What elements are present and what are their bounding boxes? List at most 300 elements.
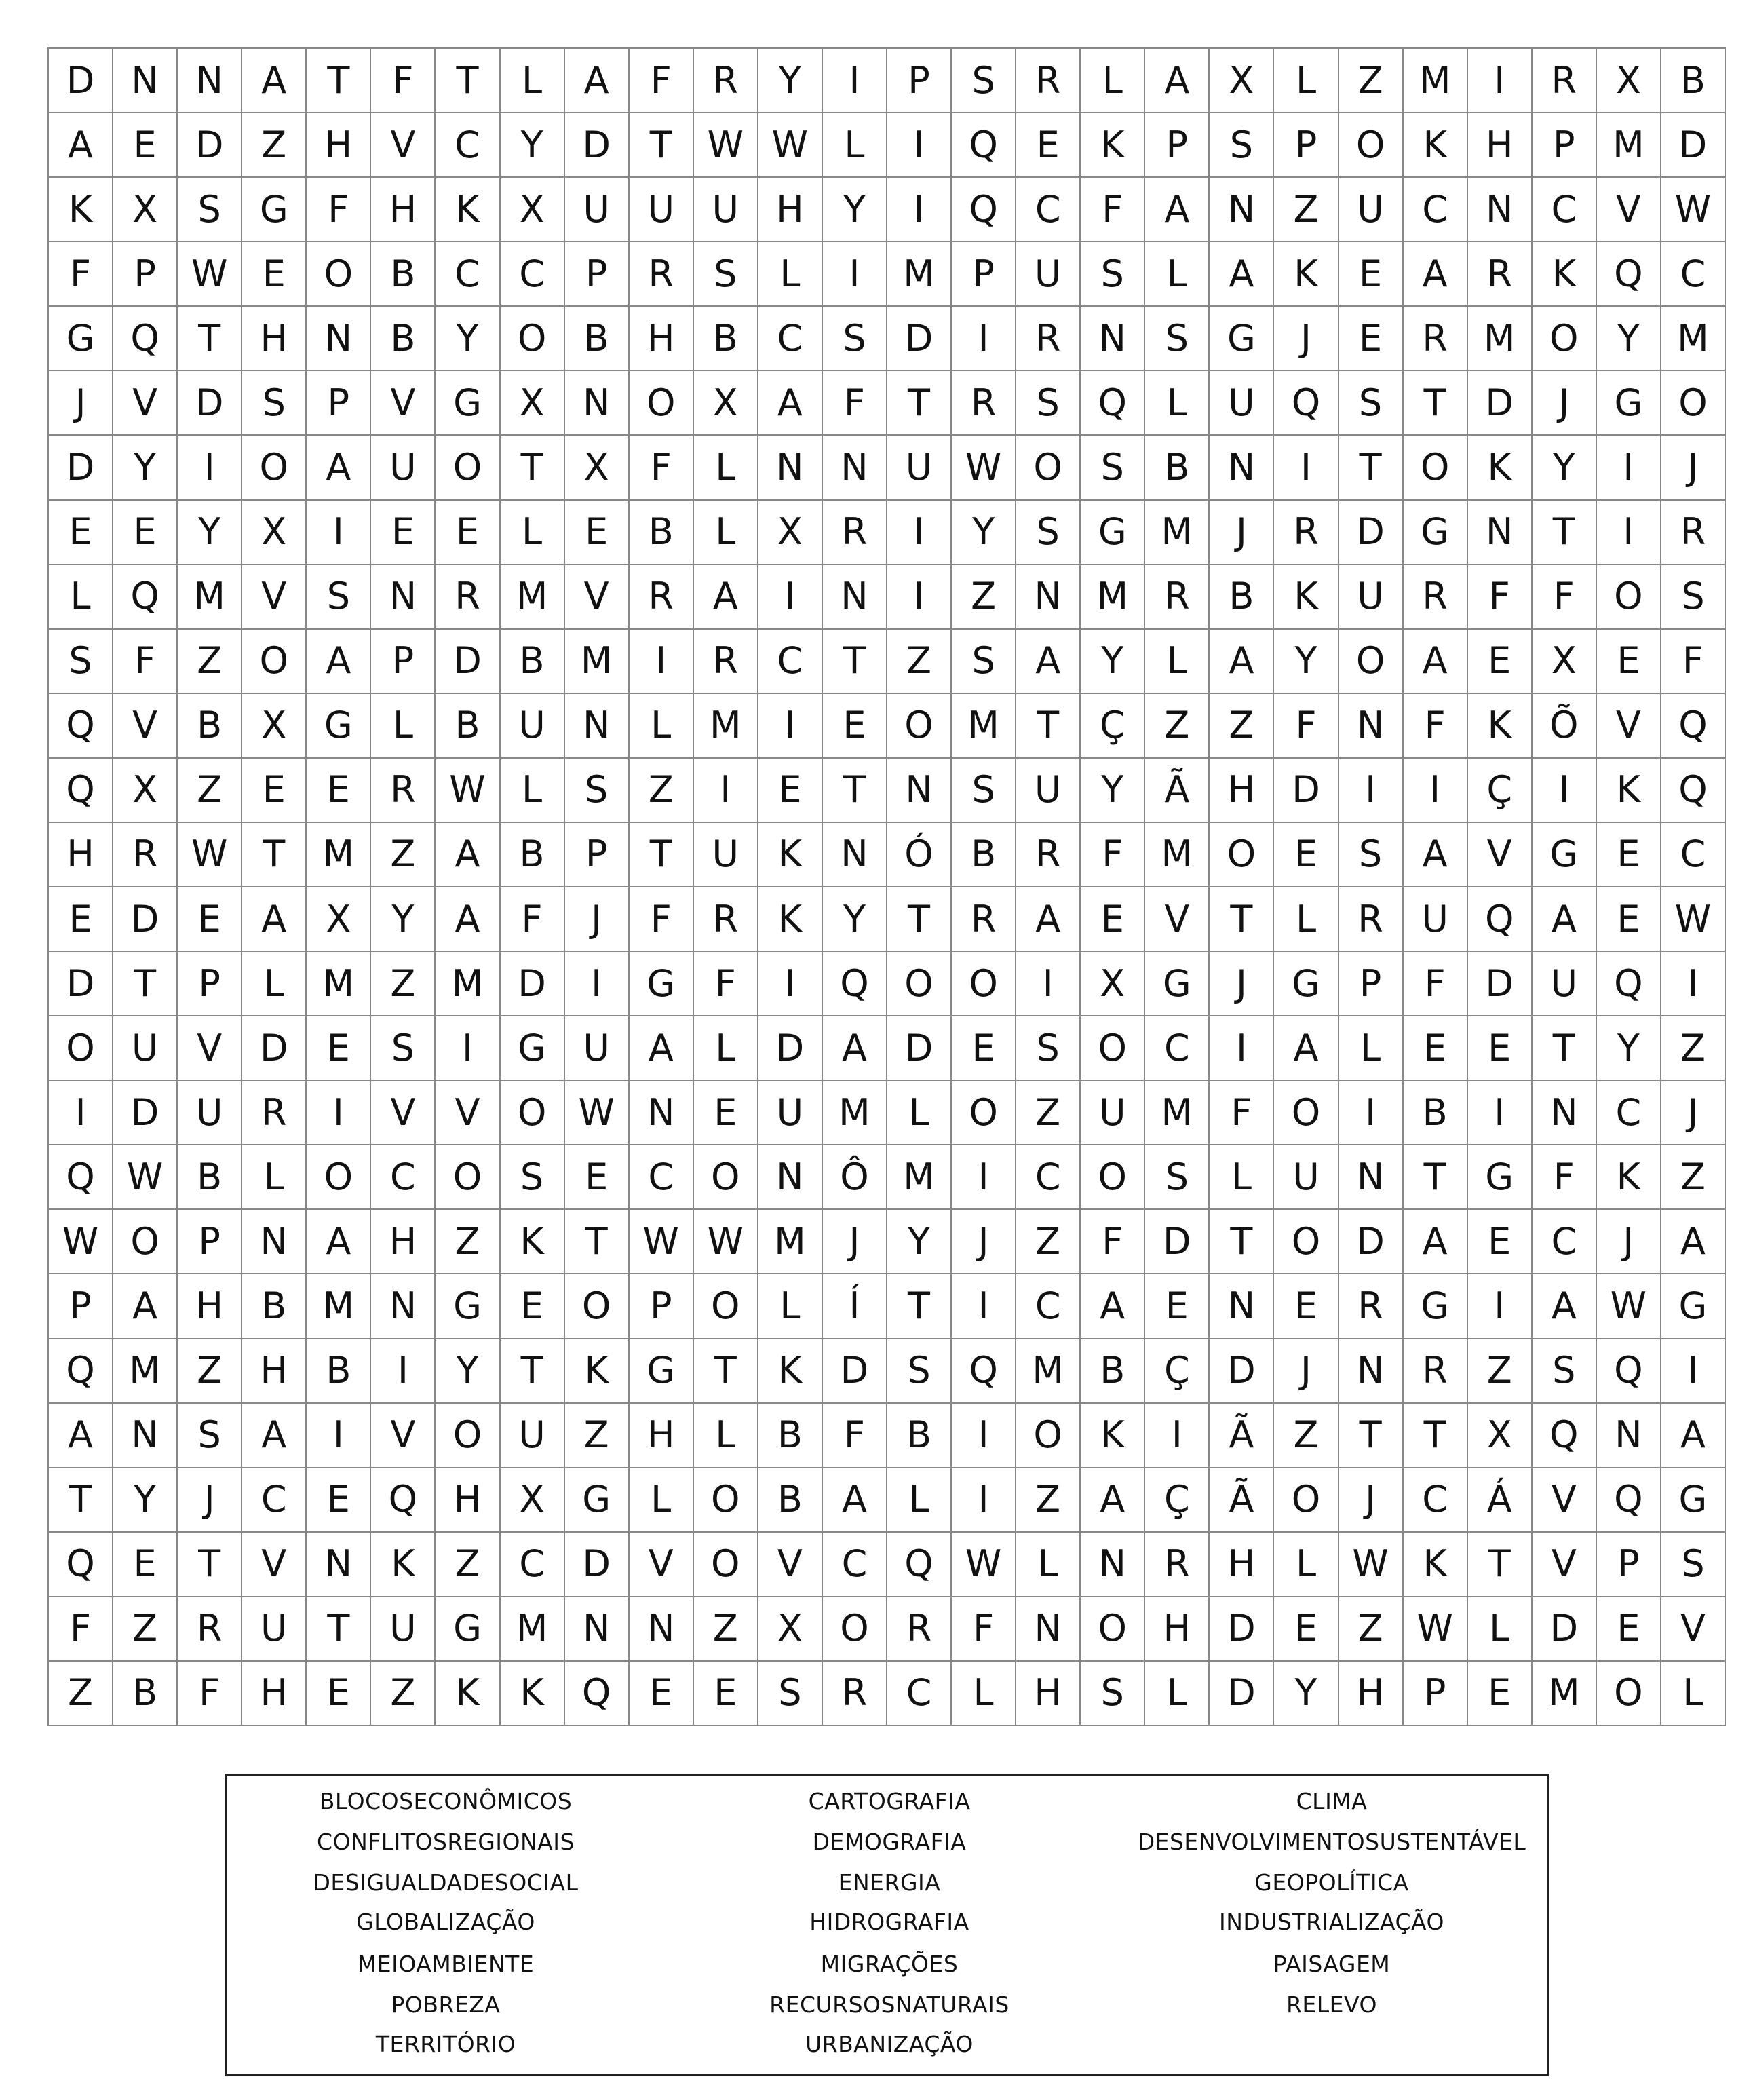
grid-cell[interactable]: V <box>1533 1468 1597 1533</box>
grid-cell[interactable]: K <box>1081 1404 1145 1468</box>
grid-cell[interactable]: M <box>501 1597 565 1662</box>
grid-cell[interactable]: N <box>1339 1145 1404 1210</box>
grid-cell[interactable]: M <box>887 1145 952 1210</box>
grid-cell[interactable]: V <box>242 1533 307 1597</box>
grid-cell[interactable]: F <box>1081 823 1145 887</box>
grid-cell[interactable]: I <box>952 1468 1016 1533</box>
grid-cell[interactable]: T <box>501 436 565 500</box>
grid-cell[interactable]: U <box>371 1597 436 1662</box>
grid-cell[interactable]: M <box>1404 49 1468 113</box>
grid-cell[interactable]: K <box>1468 694 1533 759</box>
grid-cell[interactable]: R <box>1145 1533 1210 1597</box>
grid-cell[interactable]: M <box>565 630 630 694</box>
grid-cell[interactable]: V <box>1597 178 1661 242</box>
grid-cell[interactable]: Y <box>887 1210 952 1274</box>
grid-cell[interactable]: B <box>242 1274 307 1339</box>
grid-cell[interactable]: S <box>1339 371 1404 436</box>
grid-cell[interactable]: U <box>1339 565 1404 630</box>
grid-cell[interactable]: D <box>1339 1210 1404 1274</box>
grid-cell[interactable]: P <box>1404 1662 1468 1726</box>
grid-cell[interactable]: U <box>887 436 952 500</box>
grid-cell[interactable]: U <box>1081 1081 1145 1145</box>
grid-cell[interactable]: E <box>307 1016 371 1081</box>
grid-cell[interactable]: E <box>49 501 113 565</box>
grid-cell[interactable]: I <box>1404 759 1468 823</box>
grid-cell[interactable]: N <box>1016 1597 1081 1662</box>
grid-cell[interactable]: D <box>49 952 113 1016</box>
grid-cell[interactable]: N <box>758 1145 823 1210</box>
grid-cell[interactable]: R <box>630 565 694 630</box>
grid-cell[interactable]: O <box>1339 630 1404 694</box>
grid-cell[interactable]: Ô <box>823 1145 887 1210</box>
grid-cell[interactable]: F <box>307 178 371 242</box>
grid-cell[interactable]: T <box>113 952 178 1016</box>
grid-cell[interactable]: M <box>1661 307 1726 371</box>
grid-cell[interactable]: I <box>1661 1339 1726 1404</box>
grid-cell[interactable]: T <box>887 887 952 952</box>
grid-cell[interactable]: Q <box>49 1533 113 1597</box>
grid-cell[interactable]: O <box>113 1210 178 1274</box>
grid-cell[interactable]: S <box>1145 307 1210 371</box>
grid-cell[interactable]: O <box>887 952 952 1016</box>
grid-cell[interactable]: X <box>1081 952 1145 1016</box>
grid-cell[interactable]: H <box>1339 1662 1404 1726</box>
grid-cell[interactable]: T <box>1339 1404 1404 1468</box>
grid-cell[interactable]: H <box>758 178 823 242</box>
grid-cell[interactable]: H <box>630 1404 694 1468</box>
grid-cell[interactable]: X <box>1468 1404 1533 1468</box>
grid-cell[interactable]: W <box>436 759 500 823</box>
grid-cell[interactable]: O <box>887 694 952 759</box>
grid-cell[interactable]: N <box>1210 436 1274 500</box>
grid-cell[interactable]: Z <box>1016 1210 1081 1274</box>
grid-cell[interactable]: S <box>178 178 242 242</box>
grid-cell[interactable]: E <box>1468 1210 1533 1274</box>
grid-cell[interactable]: L <box>694 1016 758 1081</box>
grid-cell[interactable]: B <box>1210 565 1274 630</box>
grid-cell[interactable]: N <box>565 1597 630 1662</box>
grid-cell[interactable]: C <box>758 307 823 371</box>
grid-cell[interactable]: S <box>952 630 1016 694</box>
grid-cell[interactable]: G <box>1404 501 1468 565</box>
grid-cell[interactable]: X <box>694 371 758 436</box>
grid-cell[interactable]: V <box>371 371 436 436</box>
grid-cell[interactable]: Á <box>1468 1468 1533 1533</box>
grid-cell[interactable]: U <box>113 1016 178 1081</box>
grid-cell[interactable]: B <box>371 242 436 307</box>
grid-cell[interactable]: H <box>178 1274 242 1339</box>
grid-cell[interactable]: T <box>1404 371 1468 436</box>
grid-cell[interactable]: K <box>1404 113 1468 178</box>
grid-cell[interactable]: R <box>1468 242 1533 307</box>
grid-cell[interactable]: Y <box>113 436 178 500</box>
grid-cell[interactable]: Z <box>113 1597 178 1662</box>
grid-cell[interactable]: P <box>178 952 242 1016</box>
grid-cell[interactable]: M <box>758 1210 823 1274</box>
grid-cell[interactable]: G <box>1661 1468 1726 1533</box>
grid-cell[interactable]: H <box>371 178 436 242</box>
grid-cell[interactable]: B <box>758 1468 823 1533</box>
grid-cell[interactable]: H <box>1210 759 1274 823</box>
grid-cell[interactable]: T <box>823 630 887 694</box>
grid-cell[interactable]: N <box>1468 178 1533 242</box>
grid-cell[interactable]: Q <box>1597 242 1661 307</box>
grid-cell[interactable]: Q <box>952 178 1016 242</box>
grid-cell[interactable]: A <box>307 1210 371 1274</box>
grid-cell[interactable]: F <box>113 630 178 694</box>
grid-cell[interactable]: D <box>758 1016 823 1081</box>
grid-cell[interactable]: K <box>436 1662 500 1726</box>
grid-cell[interactable]: A <box>1404 630 1468 694</box>
grid-cell[interactable]: S <box>49 630 113 694</box>
grid-cell[interactable]: B <box>1404 1081 1468 1145</box>
grid-cell[interactable]: E <box>565 501 630 565</box>
grid-cell[interactable]: J <box>1339 1468 1404 1533</box>
grid-cell[interactable]: N <box>307 1533 371 1597</box>
grid-cell[interactable]: F <box>1533 565 1597 630</box>
grid-cell[interactable]: G <box>49 307 113 371</box>
grid-cell[interactable]: C <box>1016 1274 1081 1339</box>
grid-cell[interactable]: C <box>1661 823 1726 887</box>
grid-cell[interactable]: U <box>371 436 436 500</box>
grid-cell[interactable]: H <box>242 307 307 371</box>
grid-cell[interactable]: X <box>565 436 630 500</box>
grid-cell[interactable]: M <box>1468 307 1533 371</box>
grid-cell[interactable]: H <box>436 1468 500 1533</box>
grid-cell[interactable]: L <box>694 436 758 500</box>
grid-cell[interactable]: K <box>1081 113 1145 178</box>
grid-cell[interactable]: M <box>952 694 1016 759</box>
grid-cell[interactable]: L <box>1468 1597 1533 1662</box>
grid-cell[interactable]: G <box>1081 501 1145 565</box>
grid-cell[interactable]: S <box>1081 1662 1145 1726</box>
grid-cell[interactable]: B <box>887 1404 952 1468</box>
grid-cell[interactable]: E <box>758 759 823 823</box>
grid-cell[interactable]: H <box>1145 1597 1210 1662</box>
grid-cell[interactable]: R <box>1404 1339 1468 1404</box>
grid-cell[interactable]: V <box>371 1404 436 1468</box>
grid-cell[interactable]: R <box>1404 307 1468 371</box>
grid-cell[interactable]: K <box>1533 242 1597 307</box>
grid-cell[interactable]: R <box>823 1662 887 1726</box>
grid-cell[interactable]: Ç <box>1468 759 1533 823</box>
grid-cell[interactable]: I <box>823 49 887 113</box>
grid-cell[interactable]: P <box>1145 113 1210 178</box>
grid-cell[interactable]: D <box>1274 759 1338 823</box>
grid-cell[interactable]: S <box>1016 501 1081 565</box>
grid-cell[interactable]: A <box>630 1016 694 1081</box>
grid-cell[interactable]: I <box>758 952 823 1016</box>
grid-cell[interactable]: Ã <box>1210 1404 1274 1468</box>
grid-cell[interactable]: L <box>1339 1016 1404 1081</box>
grid-cell[interactable]: Z <box>49 1662 113 1726</box>
grid-cell[interactable]: S <box>1081 242 1145 307</box>
grid-cell[interactable]: W <box>178 823 242 887</box>
grid-cell[interactable]: F <box>823 371 887 436</box>
grid-cell[interactable]: P <box>952 242 1016 307</box>
grid-cell[interactable]: P <box>1597 1533 1661 1597</box>
grid-cell[interactable]: A <box>694 565 758 630</box>
grid-cell[interactable]: P <box>178 1210 242 1274</box>
grid-cell[interactable]: A <box>1016 630 1081 694</box>
grid-cell[interactable]: Y <box>501 113 565 178</box>
grid-cell[interactable]: A <box>242 1404 307 1468</box>
grid-cell[interactable]: U <box>630 178 694 242</box>
grid-cell[interactable]: E <box>1597 630 1661 694</box>
grid-cell[interactable]: Y <box>371 887 436 952</box>
grid-cell[interactable]: U <box>1016 242 1081 307</box>
grid-cell[interactable]: B <box>501 823 565 887</box>
grid-cell[interactable]: Q <box>49 759 113 823</box>
grid-cell[interactable]: S <box>307 565 371 630</box>
grid-cell[interactable]: G <box>1661 1274 1726 1339</box>
grid-cell[interactable]: Q <box>565 1662 630 1726</box>
grid-cell[interactable]: I <box>952 1274 1016 1339</box>
grid-cell[interactable]: F <box>49 242 113 307</box>
grid-cell[interactable]: M <box>1145 823 1210 887</box>
grid-cell[interactable]: A <box>1404 242 1468 307</box>
grid-cell[interactable]: Z <box>887 630 952 694</box>
grid-cell[interactable]: X <box>1533 630 1597 694</box>
grid-cell[interactable]: A <box>1661 1210 1726 1274</box>
grid-cell[interactable]: T <box>242 823 307 887</box>
grid-cell[interactable]: R <box>694 887 758 952</box>
grid-cell[interactable]: I <box>758 565 823 630</box>
grid-cell[interactable]: Q <box>1597 1339 1661 1404</box>
grid-cell[interactable]: Z <box>178 630 242 694</box>
grid-cell[interactable]: T <box>1016 694 1081 759</box>
grid-cell[interactable]: S <box>1533 1339 1597 1404</box>
grid-cell[interactable]: R <box>1404 565 1468 630</box>
grid-cell[interactable]: H <box>49 823 113 887</box>
grid-cell[interactable]: N <box>630 1597 694 1662</box>
grid-cell[interactable]: N <box>1597 1404 1661 1468</box>
grid-cell[interactable]: S <box>1661 1533 1726 1597</box>
grid-cell[interactable]: I <box>307 501 371 565</box>
grid-cell[interactable]: U <box>565 1016 630 1081</box>
grid-cell[interactable]: V <box>113 371 178 436</box>
grid-cell[interactable]: L <box>630 694 694 759</box>
grid-cell[interactable]: K <box>49 178 113 242</box>
grid-cell[interactable]: E <box>1597 1597 1661 1662</box>
grid-cell[interactable]: S <box>1210 113 1274 178</box>
grid-cell[interactable]: T <box>565 1210 630 1274</box>
grid-cell[interactable]: L <box>694 501 758 565</box>
grid-cell[interactable]: F <box>694 952 758 1016</box>
grid-cell[interactable]: N <box>113 1404 178 1468</box>
grid-cell[interactable]: Z <box>436 1533 500 1597</box>
grid-cell[interactable]: L <box>694 1404 758 1468</box>
grid-cell[interactable]: Z <box>178 1339 242 1404</box>
grid-cell[interactable]: G <box>1597 371 1661 436</box>
grid-cell[interactable]: C <box>436 113 500 178</box>
grid-cell[interactable]: Z <box>1274 178 1338 242</box>
grid-cell[interactable]: O <box>1081 1145 1145 1210</box>
grid-cell[interactable]: P <box>113 242 178 307</box>
grid-cell[interactable]: A <box>758 371 823 436</box>
grid-cell[interactable]: R <box>694 49 758 113</box>
grid-cell[interactable]: Ã <box>1145 759 1210 823</box>
grid-cell[interactable]: J <box>1533 371 1597 436</box>
grid-cell[interactable]: N <box>1339 1339 1404 1404</box>
grid-cell[interactable]: B <box>501 630 565 694</box>
grid-cell[interactable]: T <box>630 113 694 178</box>
grid-cell[interactable]: E <box>307 1662 371 1726</box>
grid-cell[interactable]: T <box>887 371 952 436</box>
grid-cell[interactable]: F <box>371 49 436 113</box>
grid-cell[interactable]: L <box>371 694 436 759</box>
grid-cell[interactable]: Y <box>436 1339 500 1404</box>
grid-cell[interactable]: W <box>694 1210 758 1274</box>
grid-cell[interactable]: G <box>1210 307 1274 371</box>
grid-cell[interactable]: N <box>307 307 371 371</box>
grid-cell[interactable]: R <box>1016 823 1081 887</box>
grid-cell[interactable]: X <box>758 501 823 565</box>
grid-cell[interactable]: B <box>307 1339 371 1404</box>
grid-cell[interactable]: D <box>887 1016 952 1081</box>
grid-cell[interactable]: Z <box>242 113 307 178</box>
grid-cell[interactable]: T <box>630 823 694 887</box>
grid-cell[interactable]: A <box>49 113 113 178</box>
grid-cell[interactable]: T <box>501 1339 565 1404</box>
grid-cell[interactable]: O <box>1274 1081 1338 1145</box>
grid-cell[interactable]: O <box>242 630 307 694</box>
grid-cell[interactable]: C <box>1404 1468 1468 1533</box>
grid-cell[interactable]: V <box>371 113 436 178</box>
grid-cell[interactable]: E <box>178 887 242 952</box>
grid-cell[interactable]: L <box>887 1468 952 1533</box>
grid-cell[interactable]: I <box>1274 436 1338 500</box>
grid-cell[interactable]: U <box>694 823 758 887</box>
grid-cell[interactable]: T <box>1533 501 1597 565</box>
grid-cell[interactable]: O <box>1404 436 1468 500</box>
grid-cell[interactable]: Ó <box>887 823 952 887</box>
grid-cell[interactable]: U <box>758 1081 823 1145</box>
grid-cell[interactable]: K <box>501 1210 565 1274</box>
grid-cell[interactable]: H <box>242 1662 307 1726</box>
grid-cell[interactable]: U <box>1274 1145 1338 1210</box>
grid-cell[interactable]: K <box>758 887 823 952</box>
grid-cell[interactable]: E <box>1468 1662 1533 1726</box>
grid-cell[interactable]: F <box>630 49 694 113</box>
grid-cell[interactable]: V <box>371 1081 436 1145</box>
grid-cell[interactable]: W <box>113 1145 178 1210</box>
grid-cell[interactable]: E <box>1597 887 1661 952</box>
grid-cell[interactable]: W <box>565 1081 630 1145</box>
grid-cell[interactable]: O <box>307 242 371 307</box>
grid-cell[interactable]: B <box>371 307 436 371</box>
grid-cell[interactable]: D <box>1210 1597 1274 1662</box>
grid-cell[interactable]: J <box>1661 1081 1726 1145</box>
grid-cell[interactable]: A <box>823 1016 887 1081</box>
grid-cell[interactable]: F <box>1081 178 1145 242</box>
grid-cell[interactable]: L <box>1145 1662 1210 1726</box>
grid-cell[interactable]: Y <box>823 178 887 242</box>
grid-cell[interactable]: I <box>1339 759 1404 823</box>
grid-cell[interactable]: E <box>1597 823 1661 887</box>
grid-cell[interactable]: I <box>565 952 630 1016</box>
grid-cell[interactable]: N <box>1533 1081 1597 1145</box>
grid-cell[interactable]: Y <box>758 49 823 113</box>
grid-cell[interactable]: O <box>436 1145 500 1210</box>
grid-cell[interactable]: B <box>113 1662 178 1726</box>
grid-cell[interactable]: E <box>1468 630 1533 694</box>
grid-cell[interactable]: N <box>887 759 952 823</box>
grid-cell[interactable]: R <box>1661 501 1726 565</box>
grid-cell[interactable]: K <box>565 1339 630 1404</box>
grid-cell[interactable]: E <box>242 759 307 823</box>
grid-cell[interactable]: A <box>1081 1274 1145 1339</box>
grid-cell[interactable]: N <box>1210 1274 1274 1339</box>
grid-cell[interactable]: Q <box>49 694 113 759</box>
grid-cell[interactable]: V <box>113 694 178 759</box>
grid-cell[interactable]: X <box>501 178 565 242</box>
grid-cell[interactable]: Q <box>1661 759 1726 823</box>
grid-cell[interactable]: G <box>1468 1145 1533 1210</box>
grid-cell[interactable]: A <box>1210 242 1274 307</box>
grid-cell[interactable]: J <box>1661 436 1726 500</box>
grid-cell[interactable]: O <box>1274 1210 1338 1274</box>
grid-cell[interactable]: I <box>1210 1016 1274 1081</box>
grid-cell[interactable]: X <box>113 178 178 242</box>
grid-cell[interactable]: W <box>1661 178 1726 242</box>
grid-cell[interactable]: M <box>113 1339 178 1404</box>
grid-cell[interactable]: A <box>1145 49 1210 113</box>
grid-cell[interactable]: E <box>113 501 178 565</box>
grid-cell[interactable]: X <box>501 371 565 436</box>
grid-cell[interactable]: Z <box>436 1210 500 1274</box>
grid-cell[interactable]: O <box>1597 565 1661 630</box>
grid-cell[interactable]: S <box>887 1339 952 1404</box>
grid-cell[interactable]: A <box>1081 1468 1145 1533</box>
grid-cell[interactable]: P <box>49 1274 113 1339</box>
grid-cell[interactable]: I <box>758 694 823 759</box>
grid-cell[interactable]: Ç <box>1145 1339 1210 1404</box>
grid-cell[interactable]: S <box>823 307 887 371</box>
grid-cell[interactable]: T <box>1533 1016 1597 1081</box>
grid-cell[interactable]: W <box>1661 887 1726 952</box>
grid-cell[interactable]: C <box>1533 1210 1597 1274</box>
grid-cell[interactable]: X <box>1210 49 1274 113</box>
grid-cell[interactable]: I <box>1468 49 1533 113</box>
grid-cell[interactable]: V <box>436 1081 500 1145</box>
grid-cell[interactable]: E <box>1339 307 1404 371</box>
grid-cell[interactable]: F <box>49 1597 113 1662</box>
grid-cell[interactable]: Z <box>952 565 1016 630</box>
grid-cell[interactable]: S <box>1339 823 1404 887</box>
grid-cell[interactable]: K <box>1274 565 1338 630</box>
grid-cell[interactable]: E <box>1274 1274 1338 1339</box>
grid-cell[interactable]: F <box>823 1404 887 1468</box>
grid-cell[interactable]: A <box>436 887 500 952</box>
grid-cell[interactable]: E <box>694 1662 758 1726</box>
grid-cell[interactable]: R <box>630 242 694 307</box>
grid-cell[interactable]: M <box>178 565 242 630</box>
grid-cell[interactable]: Z <box>630 759 694 823</box>
grid-cell[interactable]: F <box>630 436 694 500</box>
grid-cell[interactable]: Ã <box>1210 1468 1274 1533</box>
grid-cell[interactable]: E <box>1404 1016 1468 1081</box>
grid-cell[interactable]: Y <box>178 501 242 565</box>
grid-cell[interactable]: I <box>952 307 1016 371</box>
grid-cell[interactable]: U <box>1404 887 1468 952</box>
grid-cell[interactable]: P <box>1339 952 1404 1016</box>
grid-cell[interactable]: D <box>242 1016 307 1081</box>
grid-cell[interactable]: G <box>630 1339 694 1404</box>
grid-cell[interactable]: Q <box>823 952 887 1016</box>
grid-cell[interactable]: E <box>242 242 307 307</box>
grid-cell[interactable]: K <box>758 823 823 887</box>
